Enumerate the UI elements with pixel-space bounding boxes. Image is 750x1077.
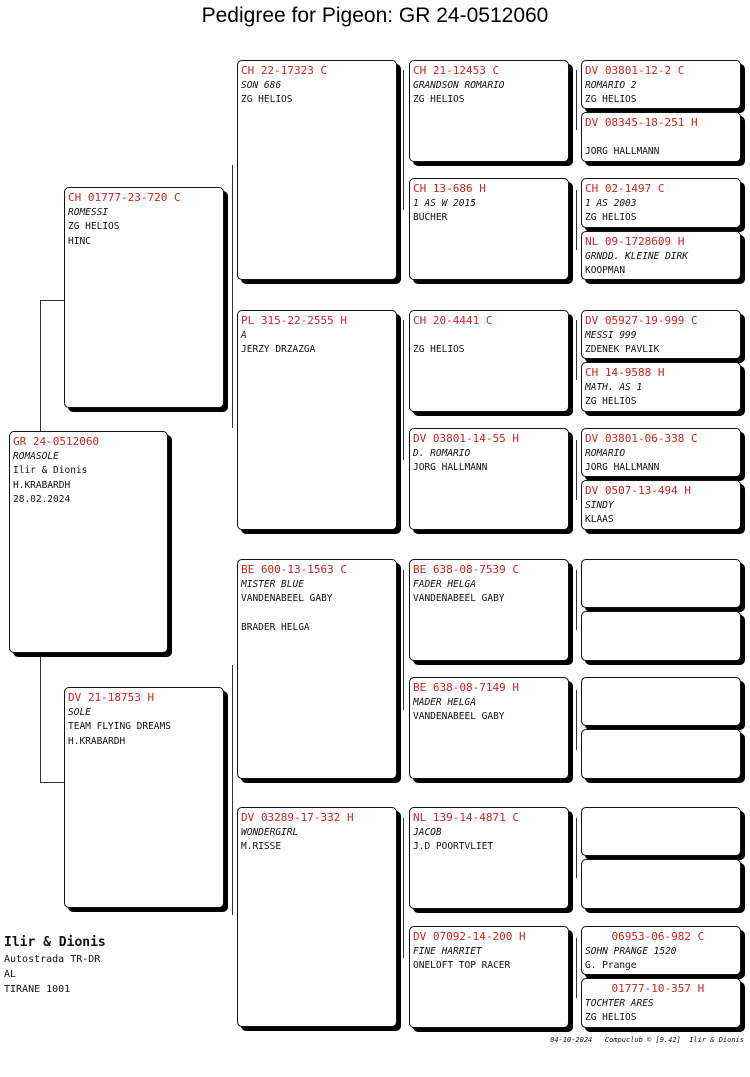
pigeon-name: MADER HELGA: [413, 696, 476, 708]
owner-address-line: Autostrada TR-DR: [4, 954, 101, 965]
owner-name: Ilir & Dionis: [4, 935, 106, 950]
owner-info: [4, 934, 106, 997]
info-line: ZG HELIOS: [585, 212, 637, 223]
footer-credits: 04-10-2024 Compuclub © [9.42] Ilir & Dionis: [550, 1036, 744, 1044]
ring-number: CH 21-12453 C: [413, 64, 500, 77]
ring-number: DV 03801-12-2 C: [585, 64, 685, 77]
pigeon-name: A: [241, 329, 247, 341]
great-grandparent-card[interactable]: [409, 60, 569, 162]
ring-number: 06953-06-982 C: [585, 930, 705, 943]
pigeon-name: MESSI 999: [585, 329, 637, 341]
info-line: ZG HELIOS: [413, 344, 465, 355]
gen5-card-empty[interactable]: [581, 807, 741, 856]
info-line: TEAM FLYING DREAMS: [68, 721, 171, 732]
ring-number: DV 0507-13-494 H: [585, 484, 691, 497]
connector: [40, 300, 65, 431]
info-line: G. Prange: [585, 960, 637, 971]
info-line: ZG HELIOS: [585, 396, 637, 407]
info-line: ZG HELIOS: [241, 94, 293, 105]
grandparent-card[interactable]: [237, 60, 397, 280]
info-line: VANDENABEEL GABY: [413, 711, 505, 722]
pigeon-name: ROMARIO 2: [585, 79, 637, 91]
ring-number: 01777-10-357 H: [585, 982, 705, 995]
gen5-card[interactable]: [581, 310, 741, 359]
gen5-card[interactable]: [581, 978, 741, 1028]
info-line: KOOPMAN: [585, 265, 626, 276]
gen5-card-empty[interactable]: [581, 729, 741, 779]
info-line: M.RISSE: [241, 841, 282, 852]
gen5-card[interactable]: [581, 178, 741, 228]
subject-pigeon-card[interactable]: [9, 431, 168, 653]
pigeon-name: MISTER BLUE: [241, 578, 304, 590]
gen5-card[interactable]: [581, 428, 741, 477]
info-line: 28.02.2024: [13, 494, 71, 505]
info-line: ZG HELIOS: [585, 94, 637, 105]
ring-number: CH 01777-23-720 C: [68, 191, 181, 204]
info-line: ONELOFT TOP RACER: [413, 960, 511, 971]
pigeon-name: SOLE: [68, 706, 91, 718]
info-line: VANDENABEEL GABY: [241, 593, 333, 604]
info-line: Ilir & Dionis: [13, 465, 88, 476]
pigeon-name: SINDY: [585, 499, 614, 511]
pigeon-name: D. ROMARIO: [413, 447, 471, 459]
ring-number: BE 638-08-7539 C: [413, 563, 519, 576]
gen5-card-empty[interactable]: [581, 559, 741, 608]
dam-card[interactable]: [64, 687, 224, 908]
grandparent-card[interactable]: [237, 310, 397, 530]
info-line: HINC: [68, 235, 91, 247]
pigeon-name: 1 AS 2003: [585, 197, 637, 209]
great-grandparent-card[interactable]: [409, 677, 569, 779]
gen5-card-empty[interactable]: [581, 677, 741, 726]
ring-number: DV 03801-14-55 H: [413, 432, 519, 445]
great-grandparent-card[interactable]: [409, 310, 569, 412]
ring-number: CH 13-686 H: [413, 182, 486, 195]
info-line: BRADER HELGA: [241, 622, 310, 633]
sire-card[interactable]: [64, 187, 224, 408]
grandparent-card[interactable]: [237, 559, 397, 779]
ring-number: CH 20-4441 C: [413, 314, 493, 327]
ring-number: CH 14-9588 H: [585, 366, 665, 379]
pigeon-name: ROMESSI: [68, 206, 109, 218]
info-line: VANDENABEEL GABY: [413, 593, 505, 604]
gen5-card-empty[interactable]: [581, 859, 741, 909]
pigeon-name: [585, 131, 737, 146]
ring-number: DV 21-18753 H: [68, 691, 155, 704]
pigeon-name: GRNDD. KLEINE DIRK: [585, 250, 688, 262]
page-title: Pedigree for Pigeon: GR 24-0512060: [201, 4, 549, 27]
info-line: J.D POORTVLIET: [413, 841, 494, 852]
info-line: ZDENEK PAVLIK: [585, 344, 660, 355]
owner-address-line: AL: [4, 969, 17, 980]
pigeon-name: 1 AS W 2015: [413, 197, 476, 209]
owner-address-line: TIRANE 1001: [4, 984, 71, 995]
gen5-card-empty[interactable]: [581, 611, 741, 661]
pigeon-name: FINE HARRIET: [413, 945, 482, 957]
ring-number: CH 22-17323 C: [241, 64, 328, 77]
ring-number: DV 03289-17-332 H: [241, 811, 354, 824]
gen5-card[interactable]: [581, 362, 741, 412]
ring-number: NL 139-14-4871 C: [413, 811, 519, 824]
info-line: JORG HALLMANN: [413, 462, 488, 473]
info-line: JERZY DRZAZGA: [241, 344, 316, 355]
pigeon-name: GRANDSON ROMARIO: [413, 79, 505, 91]
ring-number: CH 02-1497 C: [585, 182, 665, 195]
pigeon-name: SON 686: [241, 79, 282, 91]
gen5-card[interactable]: [581, 112, 741, 162]
info-line: JORG HALLMANN: [585, 462, 660, 473]
great-grandparent-card[interactable]: [409, 428, 569, 530]
info-line: ZG HELIOS: [585, 1012, 637, 1023]
gen5-card[interactable]: [581, 926, 741, 975]
great-grandparent-card[interactable]: [409, 559, 569, 661]
ring-number: NL 09-1728609 H: [585, 235, 685, 248]
great-grandparent-card[interactable]: [409, 807, 569, 909]
gen5-card[interactable]: [581, 60, 741, 109]
info-line: ZG HELIOS: [68, 221, 120, 232]
pigeon-name: JACOB: [413, 826, 442, 838]
pigeon-name: TOCHTER ARES: [585, 997, 654, 1009]
connector: [40, 655, 65, 783]
pigeon-name: MATH. AS 1: [585, 381, 643, 393]
ring-number: BE 600-13-1563 C: [241, 563, 347, 576]
info-line: KLAAS: [585, 514, 614, 525]
pigeon-name: SOHN PRANGE 1520: [585, 945, 677, 957]
info-line: BUCHER: [413, 212, 448, 223]
pigeon-name: ROMASOLE: [13, 450, 59, 462]
pigeon-name: FADER HELGA: [413, 578, 476, 590]
info-line: ZG HELIOS: [413, 94, 465, 105]
ring-number: BE 638-08-7149 H: [413, 681, 519, 694]
ring-number: DV 07092-14-200 H: [413, 930, 526, 943]
great-grandparent-card[interactable]: [409, 178, 569, 280]
gen5-card[interactable]: [581, 480, 741, 530]
grandparent-card[interactable]: [237, 807, 397, 1027]
pigeon-name: WONDERGIRL: [241, 826, 299, 838]
info-line: H.KRABARDH: [13, 479, 71, 491]
info-line: JORG HALLMANN: [585, 146, 660, 157]
ring-number: DV 08345-18-251 H: [585, 116, 698, 129]
info-line: H.KRABARDH: [68, 735, 126, 747]
gen5-card[interactable]: [581, 231, 741, 280]
info-line: [241, 607, 393, 622]
ring-number: PL 315-22-2555 H: [241, 314, 347, 327]
ring-number: GR 24-0512060: [13, 435, 100, 448]
great-grandparent-card[interactable]: [409, 926, 569, 1028]
ring-number: DV 03801-06-338 C: [585, 432, 698, 445]
pigeon-name: ROMARIO: [585, 447, 626, 459]
pigeon-name: [413, 329, 565, 344]
ring-number: DV 05927-19-999 C: [585, 314, 698, 327]
